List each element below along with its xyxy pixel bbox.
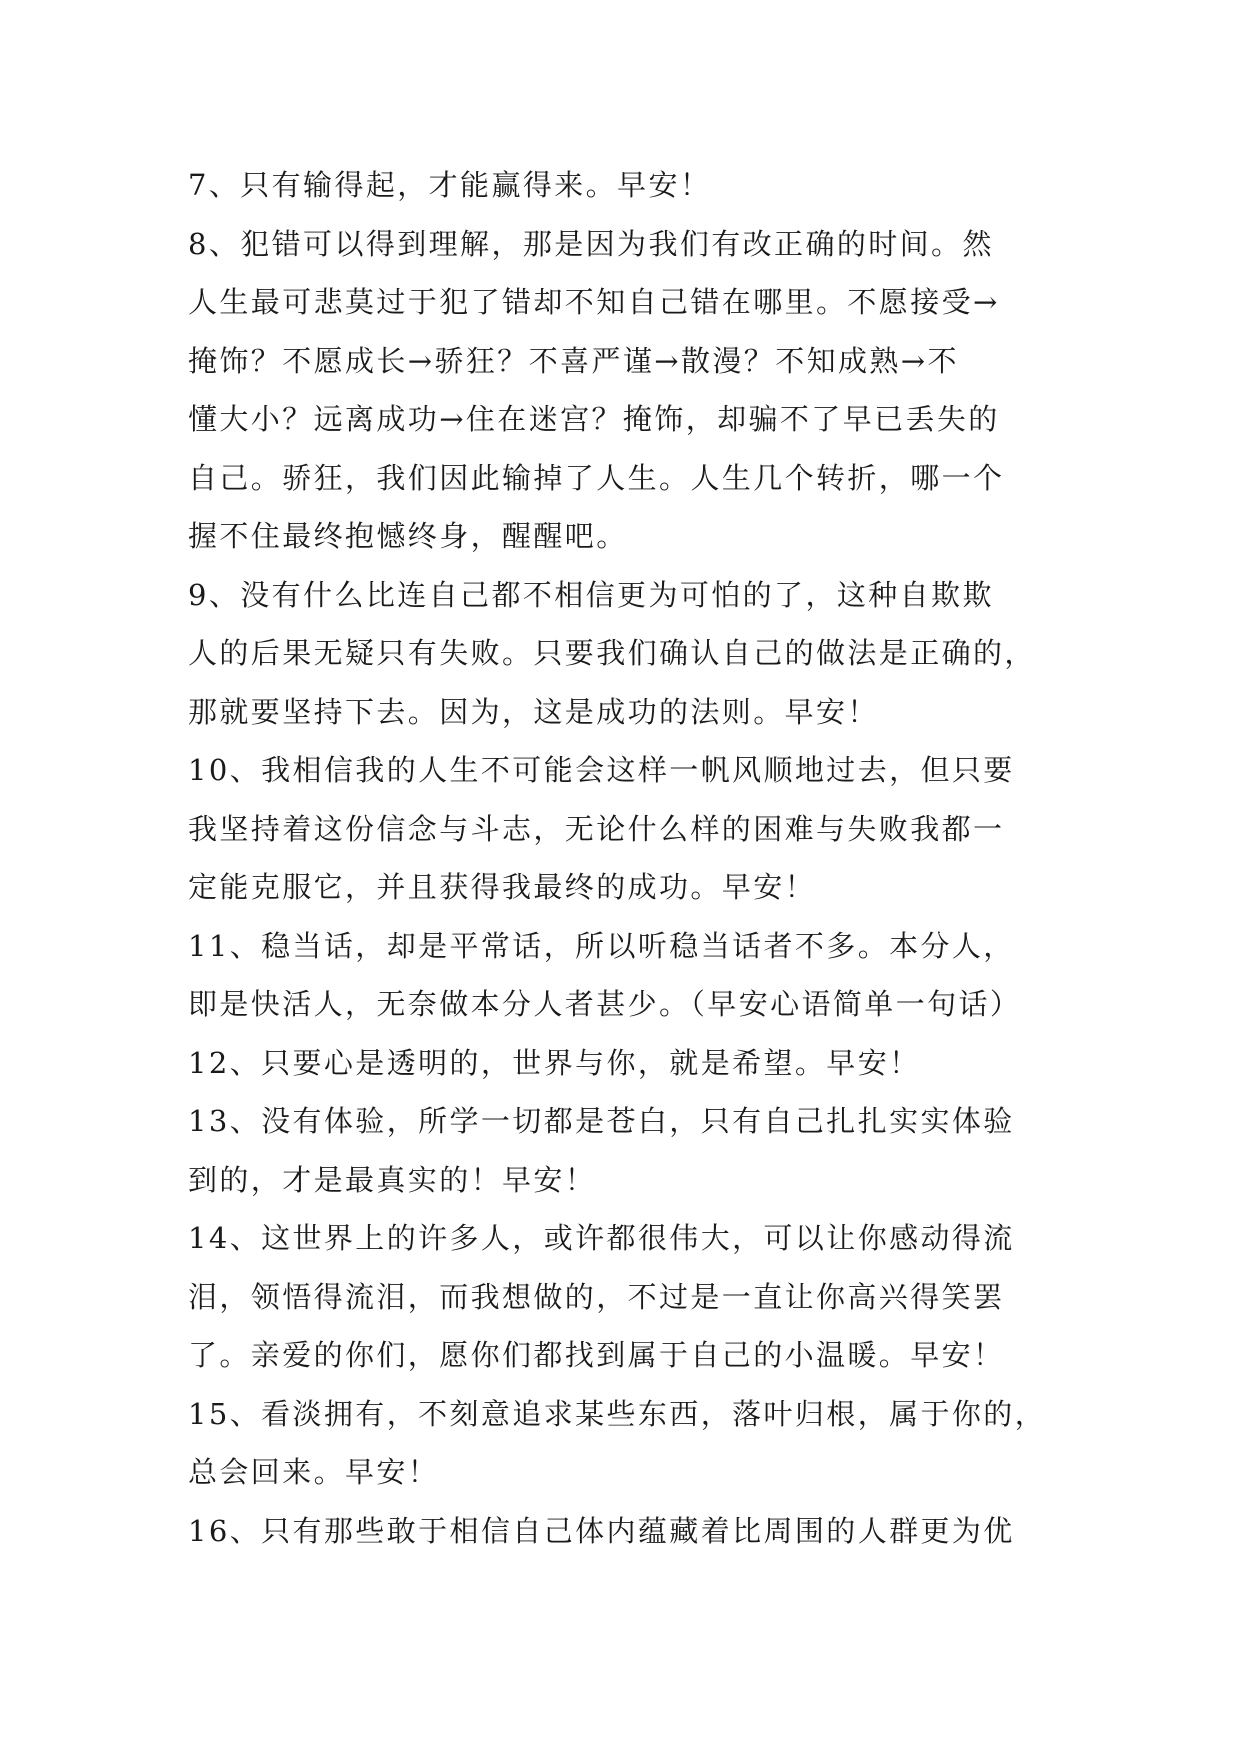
text-line: 13、没有体验，所学一切都是苍白，只有自己扎扎实实体验 (188, 1104, 1015, 1138)
text-line: 人生最可悲莫过于犯了错却不知自己错在哪里。不愿接受→ (188, 285, 1000, 319)
text-line: 10、我相信我的人生不可能会这样一帆风顺地过去，但只要 (188, 753, 1015, 787)
text-line: 9、没有什么比连自己都不相信更为可怕的了，这种自欺欺 (188, 577, 994, 612)
text-line: 14、这世界上的许多人，或许都很伟大，可以让你感动得流 (188, 1221, 1015, 1255)
text-line: 到的，才是最真实的！早安！ (188, 1162, 597, 1197)
text-line: 定能克服它，并且获得我最终的成功。早安！ (188, 870, 817, 904)
text-line: 即是快活人，无奈做本分人者甚少。（早安心语简单一句话） (188, 987, 1022, 1021)
text-line: 16、只有那些敢于相信自己体内蕴藏着比周围的人群更为优 (188, 1513, 1015, 1548)
text-line: 握不住最终抱憾终身，醒醒吧。 (188, 519, 628, 553)
text-line: 自己。骄狂，我们因此输掉了人生。人生几个转折，哪一个 (188, 460, 1005, 495)
text-line: 15、看淡拥有，不刻意追求某些东西，落叶归根，属于你的， (188, 1396, 1047, 1431)
text-line: 了。亲爱的你们，愿你们都找到属于自己的小温暖。早安！ (188, 1338, 1005, 1372)
text-line: 11、稳当话，却是平常话，所以听稳当话者不多。本分人， (188, 928, 1015, 963)
text-line: 人的后果无疑只有失败。只要我们确认自己的做法是正确的， (188, 636, 1036, 670)
text-line: 总会回来。早安！ (188, 1455, 440, 1489)
text-line: 7、只有输得起，才能赢得来。早安！ (188, 168, 712, 202)
text-line: 掩饰？不愿成长→骄狂？不喜严谨→散漫？不知成熟→不 (188, 343, 959, 378)
text-line: 12、只要心是透明的，世界与你，就是希望。早安！ (188, 1045, 921, 1080)
text-line: 那就要坚持下去。因为，这是成功的法则。早安！ (188, 694, 879, 729)
text-line: 懂大小？远离成功→住在迷宫？掩饰，却骗不了早已丢失的 (188, 402, 1000, 436)
text-line: 我坚持着这份信念与斗志，无论什么样的困难与失败我都一 (188, 811, 1005, 846)
text-line: 泪，领悟得流泪，而我想做的，不过是一直让你高兴得笑罢 (188, 1279, 1005, 1314)
text-line: 8、犯错可以得到理解，那是因为我们有改正确的时间。然 (188, 226, 994, 261)
document-body (188, 156, 1058, 1560)
